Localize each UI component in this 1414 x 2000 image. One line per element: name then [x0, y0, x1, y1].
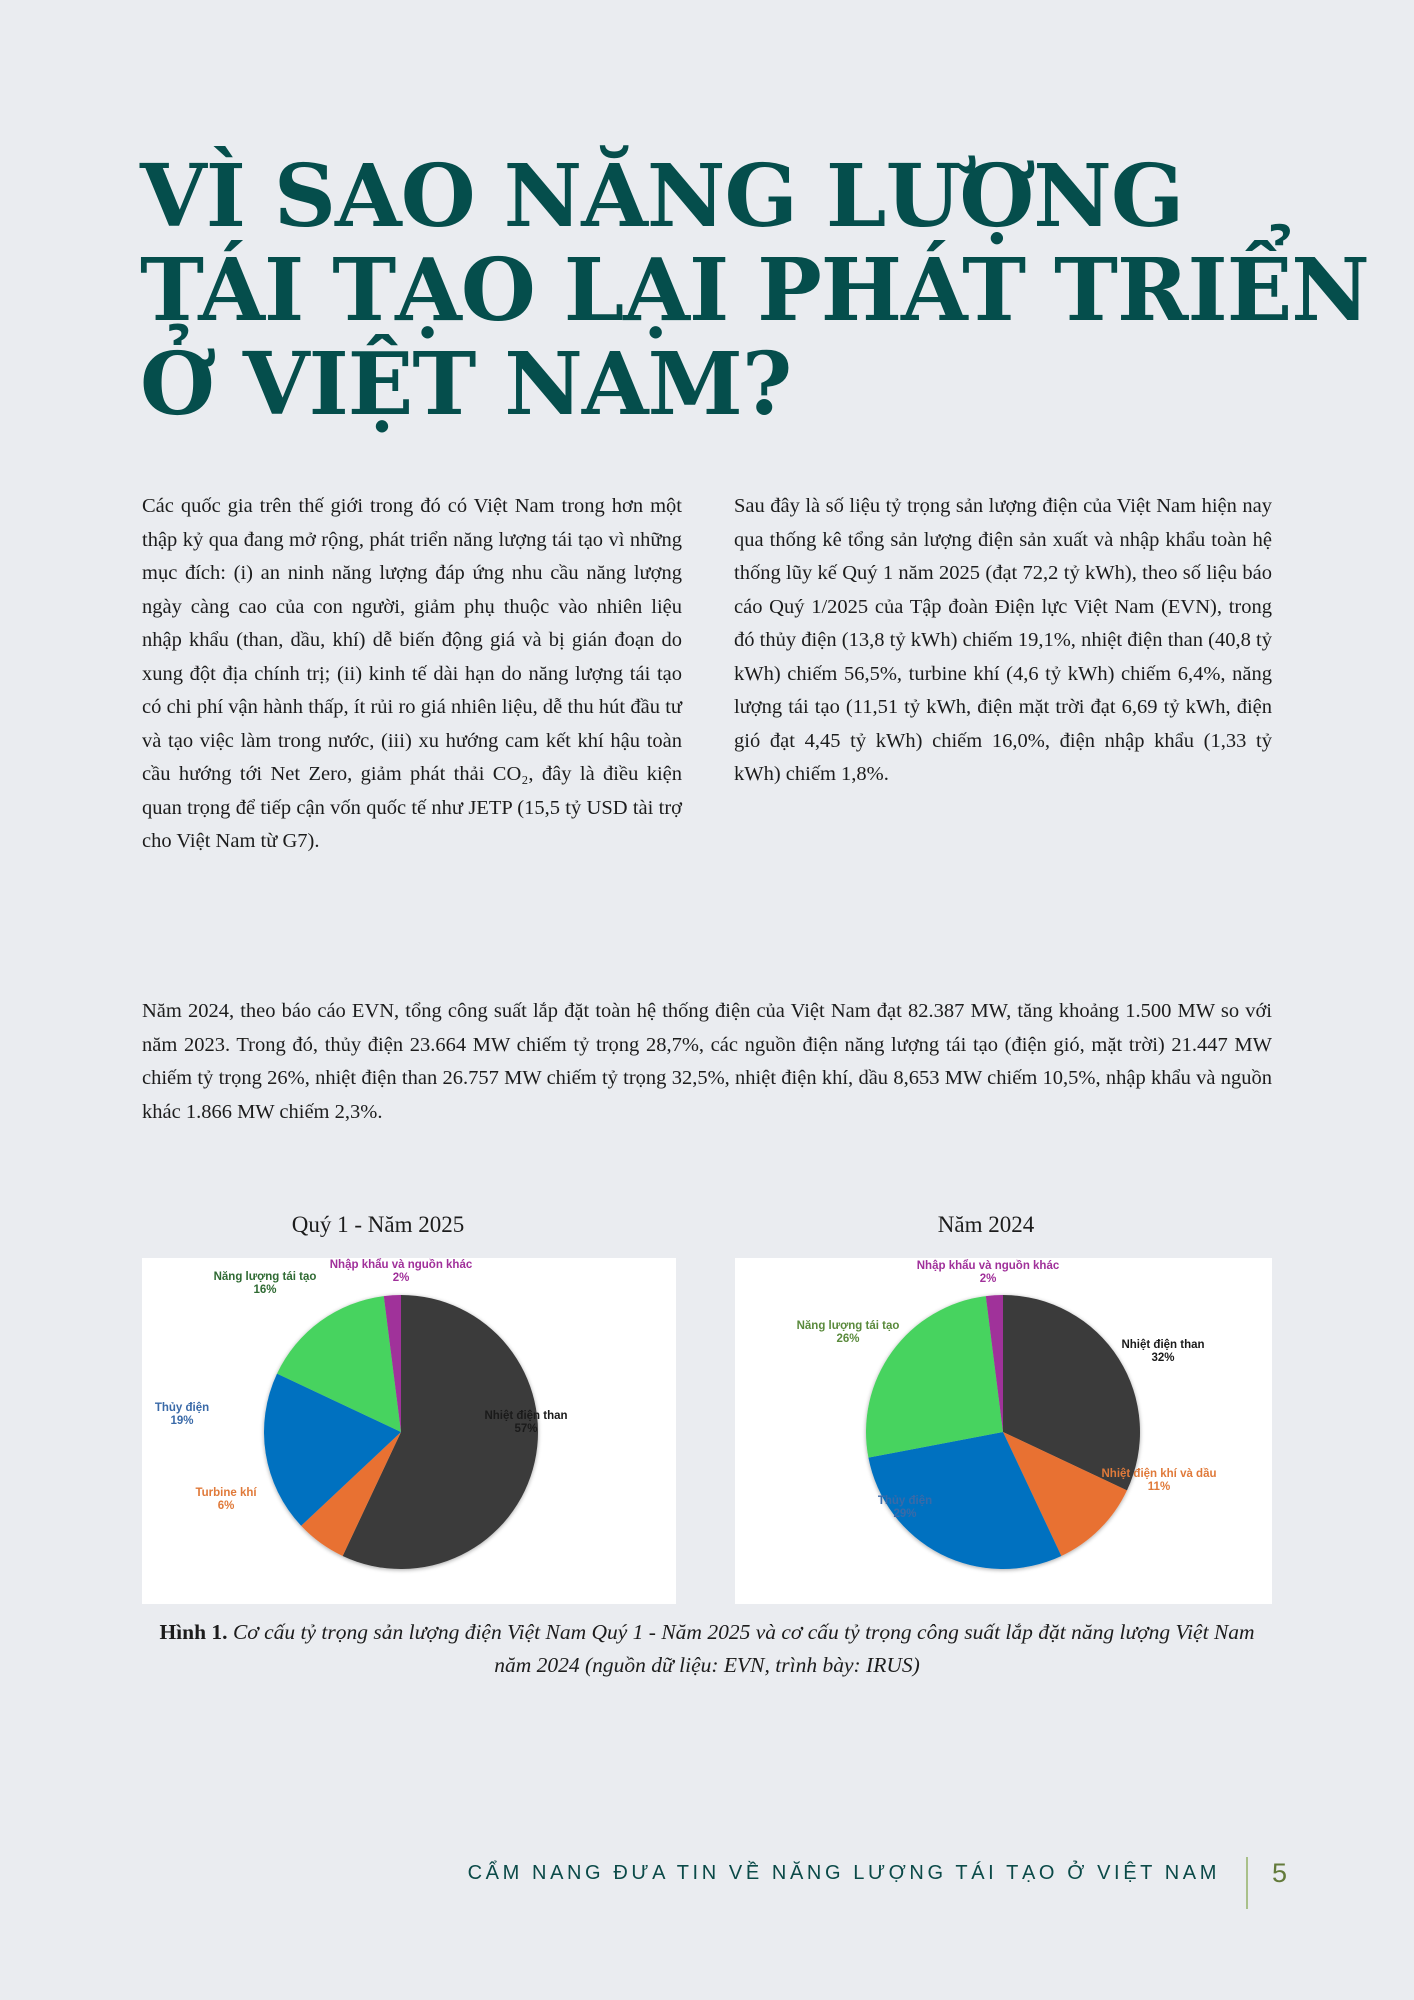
slice-value-label: 19%: [170, 1415, 194, 1427]
slice-label: Nhập khẩu và nguồn khác: [329, 1259, 473, 1271]
body-column-left: Các quốc gia trên thế giới trong đó có Việt Nam trong hơn một thập kỷ qua đang mở rộng, phát triển năng lượng tái tạo vì những mục đích: (i) an ninh năng lượng đáp ứng nhu cầu năng lượng ngày càng cao của con người, giảm phụ thuộc vào nhiên liệu nhập khẩu (than, dầu, khí) dễ biến động giá và bị gián đoạn do xung đột địa chính trị; (ii) kinh tế dài hạn do năng lượng tái tạo có chi phí vận hành thấp, ít rủi ro giá nhiên liệu, dễ thu hút đầu tư và tạo việc làm trong nước, (iii) xu hướng cam kết khí hậu toàn cầu hướng tới Net Zero, giảm phát thải CO₂, đây là điều kiện quan trọng để tiếp cận vốn quốc tế như JETP (15,5 tỷ USD tài trợ cho Việt Nam từ G7).: [142, 495, 682, 852]
footer-book-title: CẨM NANG ĐƯA TIN VỀ NĂNG LƯỢNG TÁI TẠO Ở VIỆT NAM: [467, 1862, 1220, 1884]
slice-label: Turbine khí: [195, 1487, 257, 1499]
slice-value-label: 11%: [1147, 1481, 1171, 1493]
slice-label: Năng lượng tái tạo: [213, 1271, 317, 1283]
slice-label: Nhập khẩu và nguồn khác: [916, 1260, 1060, 1272]
slice-value-label: 29%: [893, 1508, 917, 1520]
title-line-3: Ở VIỆT NAM?: [140, 334, 792, 435]
slice-label: Nhiệt điện khí và dầu: [1101, 1468, 1217, 1480]
slice-label: Thủy điện: [154, 1402, 210, 1414]
pie-chart-q1-2025: [142, 1258, 676, 1604]
slice-label: Nhiệt điện than: [484, 1410, 568, 1422]
title-line-1: VÌ SAO NĂNG LƯỢNG: [140, 146, 1184, 247]
footer-divider: [1246, 1857, 1248, 1909]
slice-label: Nhiệt điện than: [1121, 1339, 1205, 1351]
slice-label: Thủy điện: [877, 1495, 933, 1507]
slice-value-label: 6%: [217, 1500, 235, 1512]
pie-slices: [866, 1295, 1140, 1569]
chart-2-title: Năm 2024: [937, 1212, 1035, 1237]
slice-value-label: 16%: [253, 1284, 277, 1296]
slice-value-label: 2%: [392, 1272, 410, 1284]
page-title: [140, 146, 1369, 435]
page-number: 5: [1272, 1858, 1288, 1888]
caption-text: Cơ cấu tỷ trọng sản lượng điện Việt Nam Quý 1 - Năm 2025 và cơ cấu tỷ trọng công suất lắp đặt năng lượng Việt Nam năm 2024 (nguồn dữ liệu: EVN, trình bày: IRUS): [227, 1620, 1255, 1677]
chart-1-title: Quý 1 - Năm 2025: [291, 1212, 465, 1237]
figure-caption: [142, 1616, 1272, 1682]
slice-label: Năng lượng tái tạo: [796, 1320, 900, 1332]
slice-value-label: 57%: [514, 1423, 538, 1435]
pie-chart-2024: [735, 1258, 1272, 1604]
chart-2-container: [735, 1258, 1272, 1604]
body-paragraph-2024: Năm 2024, theo báo cáo EVN, tổng công suất lắp đặt toàn hệ thống điện của Việt Nam đạt 82.387 MW, tăng khoảng 1.500 MW so với năm 2023. Trong đó, thủy điện 23.664 MW chiếm tỷ trọng 28,7%, các nguồn điện năng lượng tái tạo (điện gió, mặt trời) 21.447 MW chiếm tỷ trọng 26%, nhiệt điện than 26.757 MW chiếm tỷ trọng 32,5%, nhiệt điện khí, dầu 8,653 MW chiếm 10,5%, nhập khẩu và nguồn khác 1.866 MW chiếm 2,3%.: [142, 1000, 1272, 1123]
chart-1-container: [142, 1258, 676, 1604]
pie-slices: [264, 1295, 538, 1569]
slice-value-label: 2%: [979, 1273, 997, 1285]
slice-value-label: 32%: [1151, 1352, 1175, 1364]
body-column-right: Sau đây là số liệu tỷ trọng sản lượng điện của Việt Nam hiện nay qua thống kê tổng sản lượng điện sản xuất và nhập khẩu toàn hệ thống lũy kế Quý 1 năm 2025 (đạt 72,2 tỷ kWh), theo số liệu báo cáo Quý 1/2025 của Tập đoàn Điện lực Việt Nam (EVN), trong đó thủy điện (13,8 tỷ kWh) chiếm 19,1%, nhiệt điện than (40,8 tỷ kWh) chiếm 56,5%, turbine khí (4,6 tỷ kWh) chiếm 6,4%, năng lượng tái tạo (11,51 tỷ kWh, điện mặt trời đạt 6,69 tỷ kWh, điện gió đạt 4,45 tỷ kWh) chiếm 16,0%, điện nhập khẩu (1,33 tỷ kWh) chiếm 1,8%.: [734, 495, 1272, 785]
title-line-2: TÁI TẠO LẠI PHÁT TRIỂN: [140, 240, 1369, 341]
caption-label: Hình 1.: [159, 1620, 228, 1644]
slice-value-label: 26%: [836, 1333, 860, 1345]
